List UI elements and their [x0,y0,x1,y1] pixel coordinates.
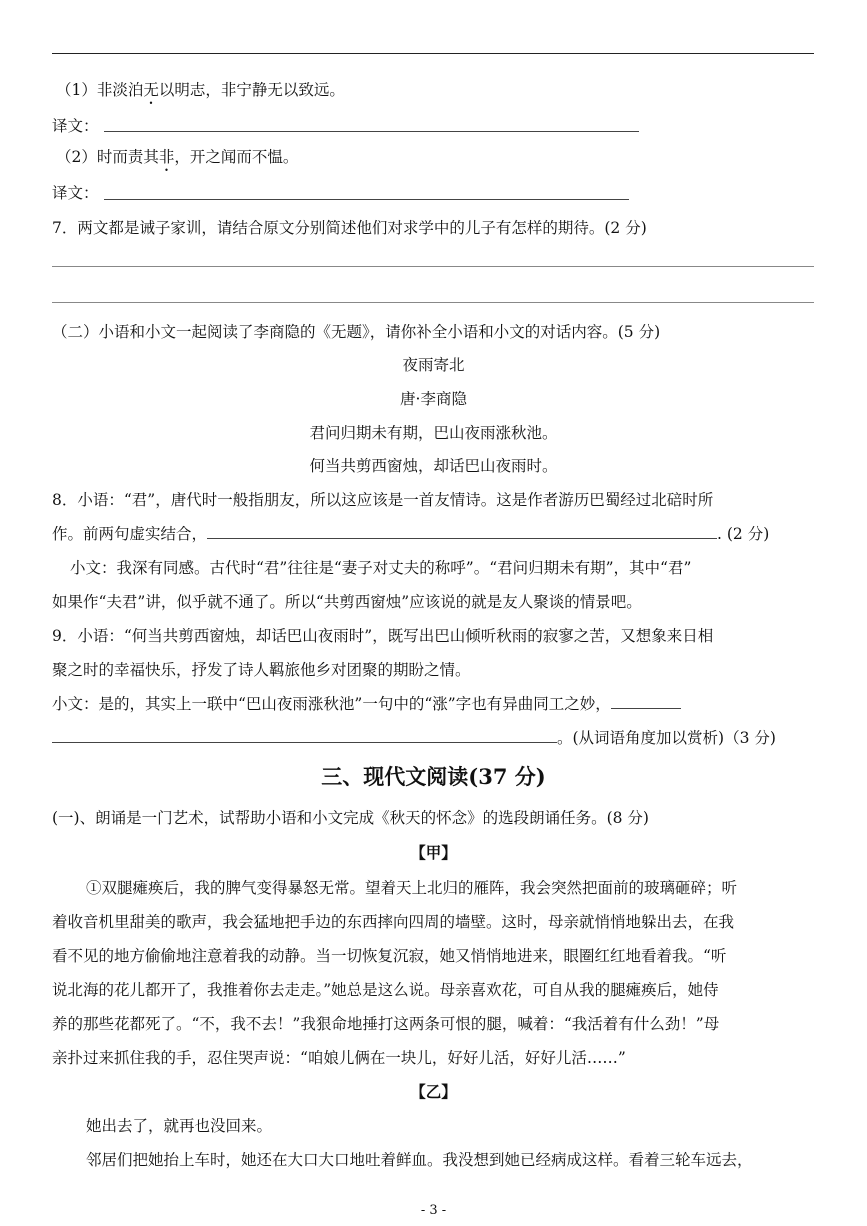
q8-reply: 小文：我深有同感。古代时“君”往往是“妻子对丈夫的称呼”。“君问归期未有期”，其中“君” [70,559,692,577]
q8-reply: 如果作“夫君”讲，似乎就不通了。所以“共剪西窗烛”应该说的就是友人聚谈的情景吧。 [52,593,642,611]
q7-question: 7．两文都是诫子家训，请结合原文分别简述他们对求学中的儿子有怎样的期待。(2 分) [52,219,647,237]
q6-item-1: （1）非淡泊无以明志，非宁静无以致远。 [56,81,345,99]
passage-line: 养的那些花都死了。“不，我不去！”我狠命地捶打这两条可恨的腿，喊着：“我活着有什么劲！”母 [52,1015,720,1033]
passage-line: 看不见的地方偷偷地注意着我的动静。当一切恢复沉寂，她又悄悄地进来，眼圈红红地看着我。“听 [52,947,727,965]
translation-label: 译文： [52,117,99,135]
translation-label: 译文： [52,184,99,202]
q8-line: 作。前两句虚实结合， . (2 分) [52,525,770,543]
poem-title: 夜雨寄北 [402,356,465,374]
answer-blank[interactable] [52,728,557,743]
answer-blank[interactable] [207,524,717,539]
poem-author: 唐·李商隐 [400,390,467,408]
translation-blank[interactable] [104,199,629,200]
q8-line: 8．小语：“君”，唐代时一般指朋友，所以这应该是一首友情诗。这是作者游历巴蜀经过北碚时所 [52,491,714,509]
label-yi: 【乙】 [410,1082,457,1101]
passage-line: 亲扑过来抓住我的手，忍住哭声说：“咱娘儿俩在一块儿，好好儿活，好好儿活……” [52,1049,626,1067]
q9-line: 聚之时的幸福快乐，抒发了诗人羁旅他乡对团聚的期盼之情。 [52,661,471,679]
q9-reply: 。(从词语角度加以赏析)（3 分) [52,728,776,748]
emphasis-char: 无 [143,81,159,99]
page-number: - 3 - [420,1203,447,1218]
passage-line: 着收音机里甜美的歌声，我会猛地把手边的东西摔向四周的墙壁。这时，母亲就悄悄地躲出去，在我 [52,913,735,931]
answer-blank[interactable] [611,694,681,709]
poem-line: 何当共剪西窗烛，却话巴山夜雨时。 [309,457,558,475]
poem-line: 君问归期未有期，巴山夜雨涨秋池。 [309,424,558,442]
answer-line[interactable] [52,302,814,303]
top-rule [52,53,814,54]
section3-intro: (一)、朗诵是一门艺术，试帮助小语和小文完成《秋天的怀念》的选段朗诵任务。(8 分) [52,809,649,827]
passage-line: ①双腿瘫痪后，我的脾气变得暴怒无常。望着天上北归的雁阵，我会突然把面前的玻璃砸碎；听 [86,879,738,897]
emphasis-char: 非 [158,148,175,166]
section3-heading: 三、现代文阅读(37 分) [321,764,546,789]
q6-item-2: （2）时而责其非，开之闻而不愠。 [56,148,299,166]
section2-intro: （二）小语和小文一起阅读了李商隐的《无题》，请你补全小语和小文的对话内容。(5 分) [52,323,661,341]
q9-reply: 小文：是的，其实上一联中“巴山夜雨涨秋池”一句中的“涨”字也有异曲同工之妙， [52,694,681,714]
passage-line: 邻居们把她抬上车时，她还在大口大口地吐着鲜血。我没想到她已经病成这样。看着三轮车远去， [86,1151,753,1169]
label-jia: 【甲】 [410,843,457,862]
passage-line: 她出去了，就再也没回来。 [86,1117,273,1135]
q9-line: 9．小语：“何当共剪西窗烛，却话巴山夜雨时”，既写出巴山倾听秋雨的寂寥之苦，又想象来日相 [52,627,714,645]
passage-line: 说北海的花儿都开了，我推着你去走走。”她总是这么说。母亲喜欢花，可自从我的腿瘫痪后，她侍 [52,981,719,999]
answer-line[interactable] [52,266,814,267]
translation-blank[interactable] [104,131,639,132]
